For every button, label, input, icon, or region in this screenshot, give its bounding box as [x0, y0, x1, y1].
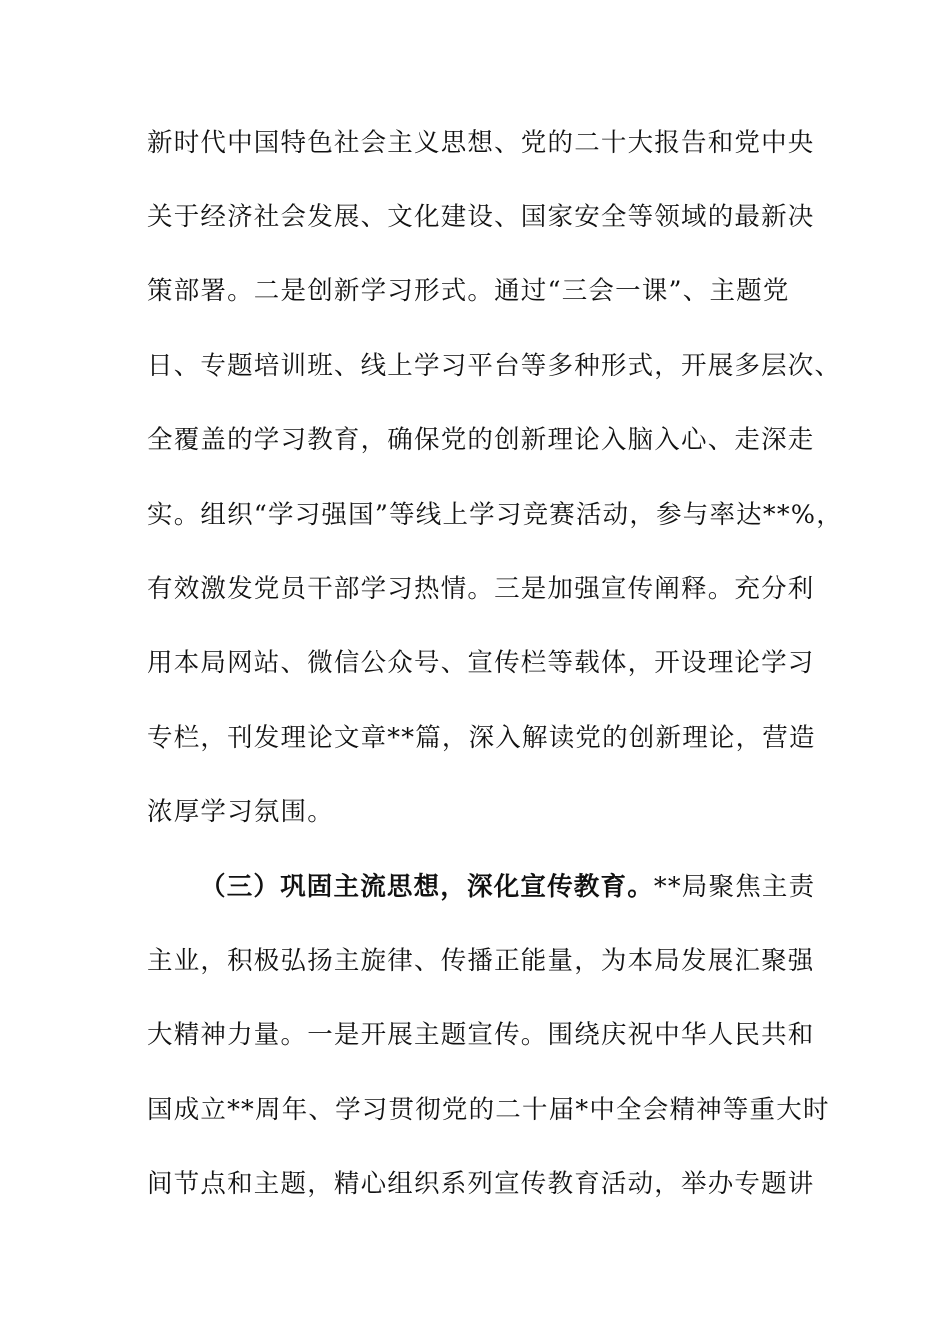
paragraph-line: 关于经济社会发展、文化建设、国家安全等领域的最新决 [147, 202, 815, 232]
paragraph-line: 全覆盖的学习教育，确保党的创新理论入脑入心、走深走 [147, 425, 815, 455]
paragraph-line: 间节点和主题，精心组织系列宣传教育活动，举办专题讲 [147, 1169, 815, 1199]
paragraph-line: 日、专题培训班、线上学习平台等多种形式，开展多层次、 [147, 351, 842, 381]
section-heading-line [200, 869, 890, 905]
section-heading-rest: **局聚焦主责 [653, 872, 816, 902]
paragraph-line: 专栏，刊发理论文章**篇，深入解读党的创新理论，营造 [147, 723, 816, 753]
section-heading: （三）巩固主流思想，深化宣传教育。 [200, 872, 654, 902]
paragraph-line: 大精神力量。一是开展主题宣传。围绕庆祝中华人民共和 [147, 1020, 815, 1050]
paragraph-line: 实。组织“学习强国”等线上学习竞赛活动，参与率达**%， [147, 500, 843, 530]
paragraph-line: 主业，积极弘扬主旋律、传播正能量，为本局发展汇聚强 [147, 946, 815, 976]
paragraph-line: 新时代中国特色社会主义思想、党的二十大报告和党中央 [147, 128, 815, 158]
paragraph-line: 有效激发党员干部学习热情。三是加强宣传阐释。充分利 [147, 574, 815, 604]
paragraph-line: 用本局网站、微信公众号、宣传栏等载体，开设理论学习 [147, 648, 815, 678]
paragraph-line: 国成立**周年、学习贯彻党的二十届*中全会精神等重大时 [147, 1095, 830, 1125]
paragraph-line: 浓厚学习氛围。 [147, 797, 334, 827]
paragraph-line: 策部署。二是创新学习形式。通过“三会一课”、主题党 [147, 276, 790, 306]
